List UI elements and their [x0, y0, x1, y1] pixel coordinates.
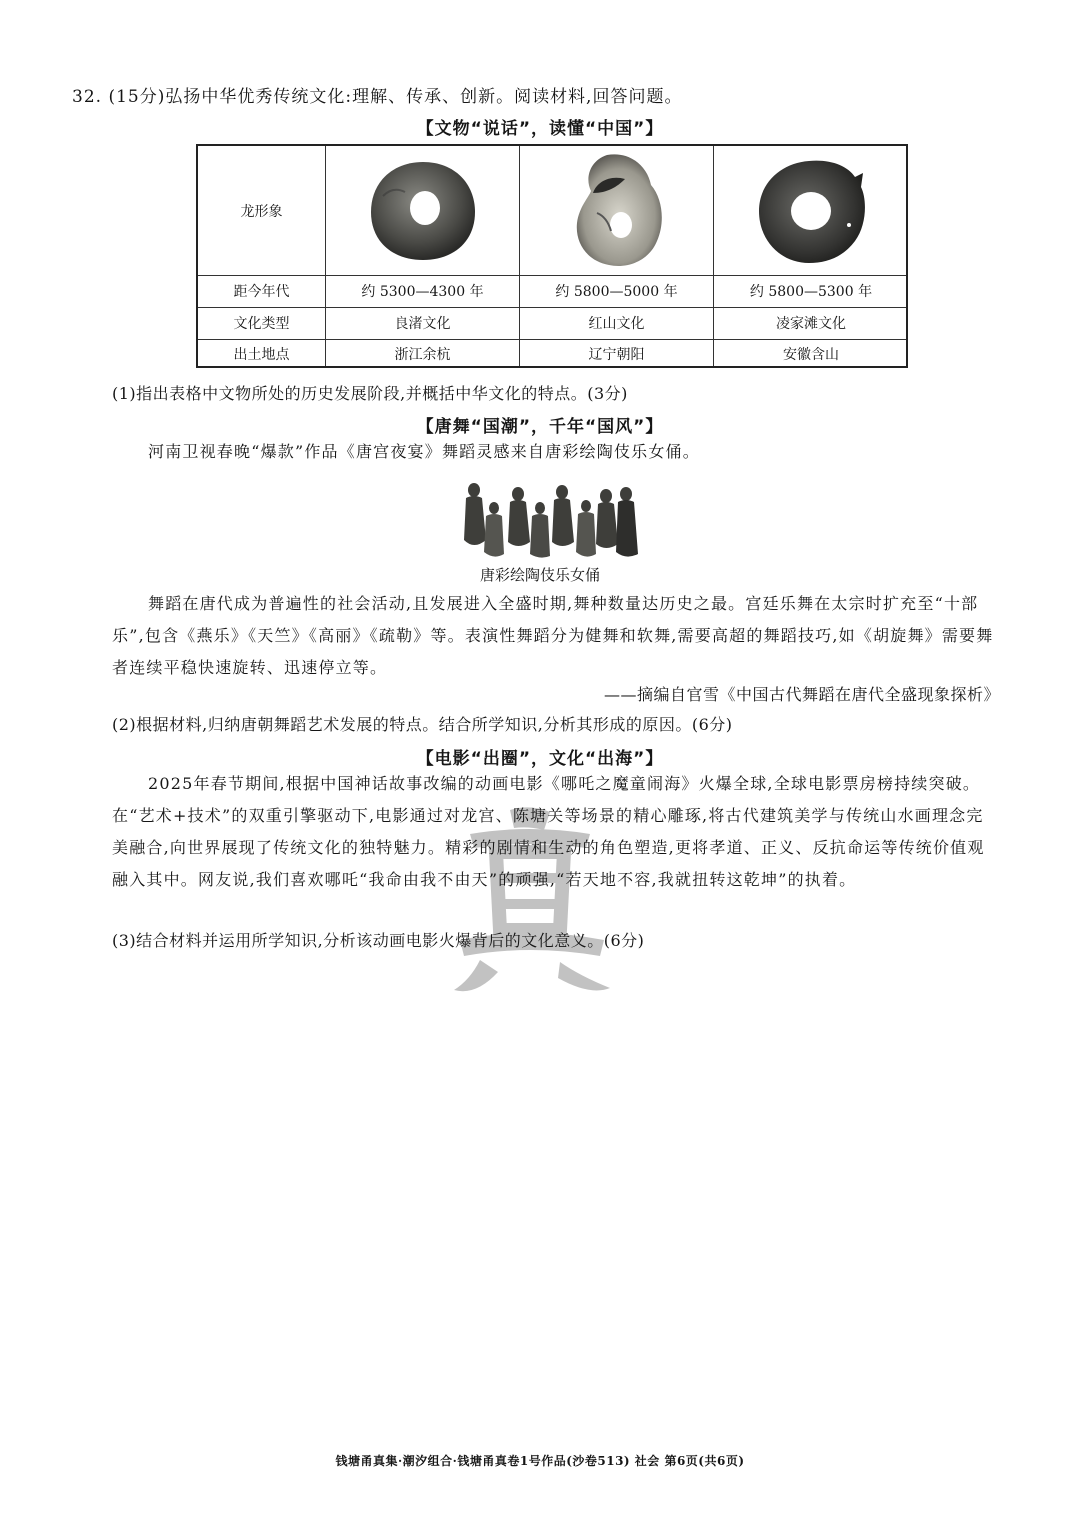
section2-paragraph: 舞蹈在唐代成为普遍性的社会活动,且发展进入全盛时期,舞种数量达历史之最。宫廷乐舞在太宗时扩充至“十部乐”,包含《燕乐》《天竺》《高丽》《疏勒》等。表演性舞蹈分为健舞和软舞,需要高超的舞蹈技巧,如《胡旋舞》需要舞者连续平稳快速旋转、迅速停立等。 [112, 594, 994, 677]
figurine-caption: 唐彩绘陶伎乐女俑 [479, 566, 600, 584]
culture-cell: 红山文化 [588, 316, 645, 332]
section2-citation: ——摘编自官雪《中国古代舞蹈在唐代全盛现象探析》 [603, 685, 1000, 704]
page-footer: 钱塘甬真集·潮汐组合·钱塘甬真卷1号作品(沙卷513) 社会 第6页(共6页) [335, 1454, 745, 1468]
section3-paragraph: 2025年春节期间,根据中国神话故事改编的动画电影《哪吒之魔童闹海》火爆全球,全球电影票房榜持续突破。在“艺术+技术”的双重引擎驱动下,电影通过对龙宫、陈塘关等场景的精心雕琢,将古代建筑美学与传统山水画理念完美融合,向世界展现了传统文化的独特魅力。精彩的剧情和生动的角色塑造,更将孝道、正义、反抗命运等传统价值观融入其中。网友说,我们喜欢哪吒“我命由我不由天”的顽强,“若天地不容,我就扭转这乾坤”的执着。 [112, 774, 985, 889]
site-cell: 安徽含山 [783, 346, 839, 363]
row-label-site: 出土地点 [233, 346, 290, 363]
coiled-jade-dragon-icon [714, 146, 908, 275]
era-cell: 约 5800—5300 年 [749, 284, 873, 300]
subquestion-1: (1)指出表格中文物所处的历史发展阶段,并概括中华文化的特点。(3分) [112, 384, 628, 403]
tang-figurines-image [460, 478, 640, 560]
era-cell: 约 5300—4300 年 [361, 284, 484, 300]
site-cell: 浙江余杭 [394, 346, 451, 363]
question-header: 32. (15分)弘扬中华优秀传统文化:理解、传承、创新。阅读材料,回答问题。 [72, 87, 683, 107]
section3-title: 【电影“出圈”，文化“出海”】 [416, 749, 664, 769]
section2-intro: 河南卫视春晚“爆款”作品《唐宫夜宴》舞蹈灵感来自唐彩绘陶伎乐女俑。 [148, 442, 700, 461]
row-label-dragon: 龙形象 [240, 203, 283, 220]
culture-cell: 凌家滩文化 [776, 316, 846, 332]
section2-title: 【唐舞“国潮”，千年“国风”】 [416, 417, 664, 437]
row-label-era: 距今年代 [233, 284, 290, 300]
subquestion-3: (3)结合材料并运用所学知识,分析该动画电影火爆背后的文化意义。(6分) [112, 931, 645, 950]
pig-dragon-jade-icon [520, 146, 713, 275]
era-cell: 约 5800—5000 年 [555, 284, 678, 300]
row-label-culture: 文化类型 [233, 316, 290, 332]
section1-title: 【文物“说话”，读懂“中国”】 [416, 119, 664, 139]
subquestion-2: (2)根据材料,归纳唐朝舞蹈艺术发展的特点。结合所学知识,分析其形成的原因。(6分) [112, 715, 733, 734]
site-cell: 辽宁朝阳 [588, 346, 645, 363]
dragon-jade-ring-icon [326, 146, 519, 275]
culture-cell: 良渚文化 [394, 316, 451, 332]
artifact-table [196, 144, 908, 368]
